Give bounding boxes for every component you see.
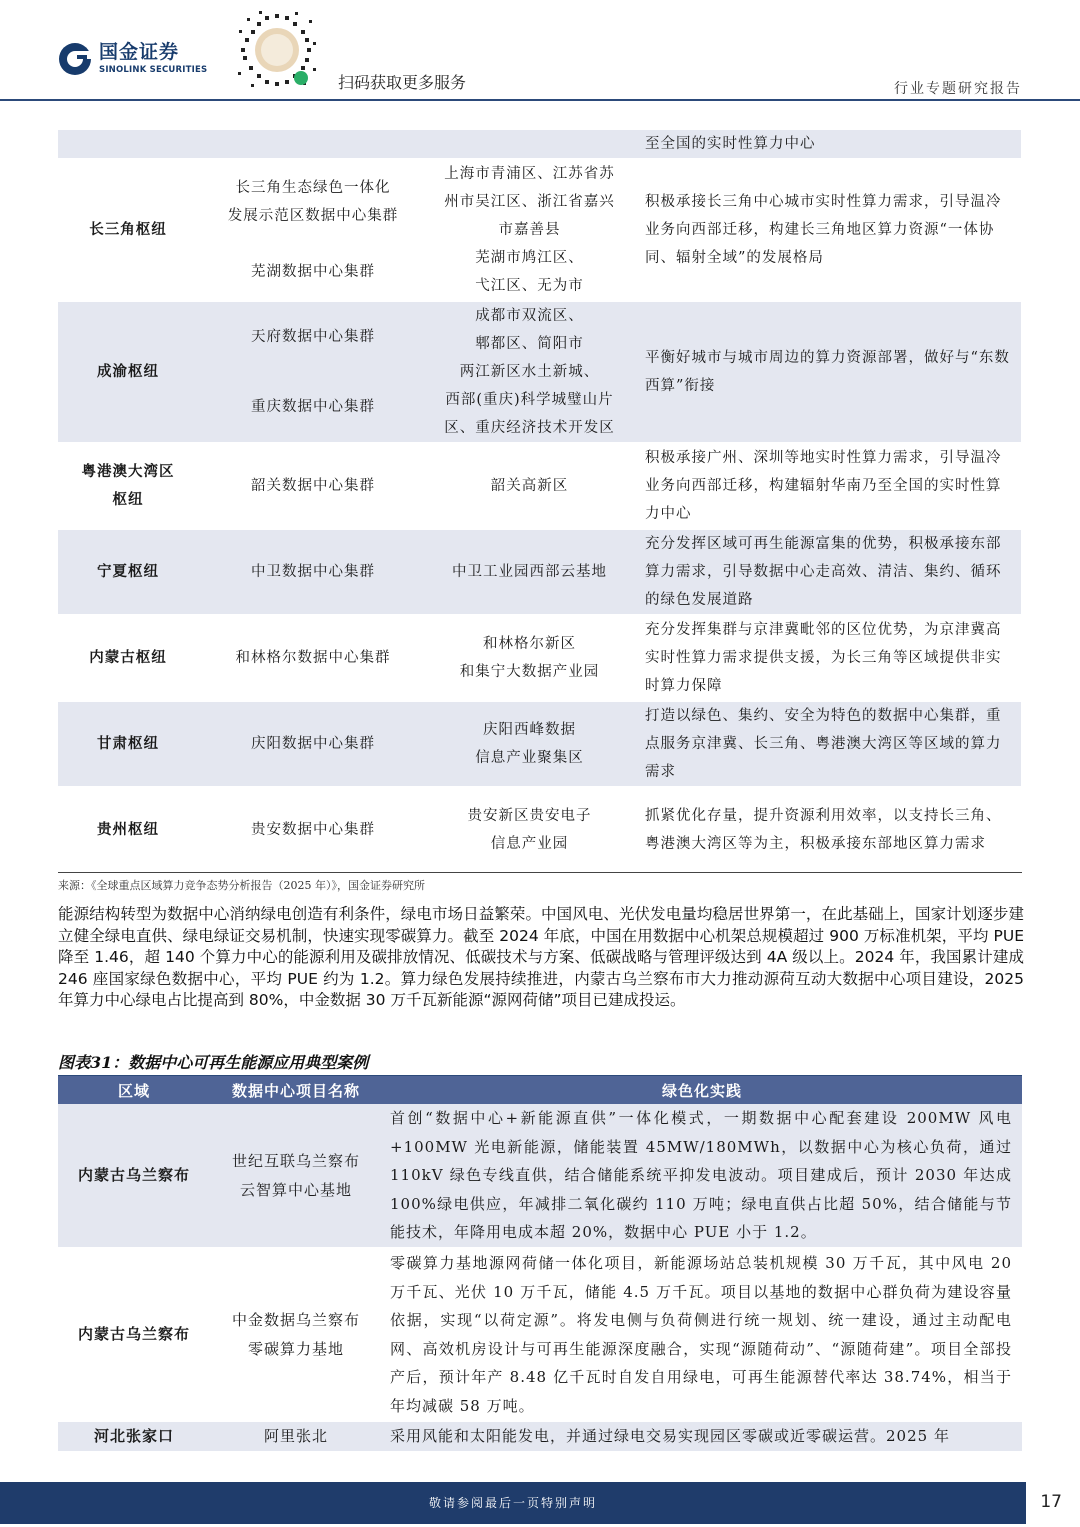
- table-row: [58, 443, 1021, 529]
- project-name: 零碳算力基地: [247, 1339, 344, 1358]
- region-name: 内蒙古乌兰察布: [58, 1248, 210, 1421]
- area-name: 贵安新区贵安电子: [467, 807, 592, 824]
- hub-description: 打造以绿色、集约、安全为特色的数据中心集群，重点服务京津冀、长三角、粤港澳大湾区等区域的算力需求: [631, 701, 1021, 787]
- cluster-name: 庆阳数据中心集群: [198, 701, 428, 787]
- hub-description: 平衡好城市与城市周边的算力资源部署，做好与“东数西算”衔接: [631, 301, 1021, 443]
- hub-table: [58, 130, 1021, 873]
- cluster-cell: [198, 301, 428, 443]
- area-name: 韶关高新区: [428, 443, 631, 529]
- column-header: 区域: [58, 1076, 210, 1104]
- logo-chinese-name: 国金证券: [99, 41, 180, 64]
- area-name: 庆阳西峰数据: [483, 722, 576, 738]
- qr-code-icon[interactable]: [235, 8, 319, 92]
- table-row: [58, 787, 1021, 872]
- area-name: 成都市双流区、: [475, 308, 584, 324]
- renewable-cases-table: [58, 1076, 1022, 1453]
- hub-name: 宁夏枢纽: [58, 529, 198, 615]
- area-name: 州市吴江区、浙江省嘉兴: [444, 194, 615, 210]
- area-name: 信息产业园: [490, 835, 569, 852]
- cluster-name: 长三角生态绿色一体化: [235, 180, 391, 196]
- green-practice: 首创“数据中心+新能源直供”一体化模式，一期数据中心配套建设 200MW 风电+100MW 光电新能源，储能装置 45MW/180MWh，以数据中心为核心负荷，通过 110kV 绿色专线直供，结合储能系统平抑发电波动。项目建成后，预计 2030 年达成 100%绿电供应，年减排二氧化碳约 110 万吨；绿电直供占比超 50%，结合储能与节能技术，年降用电成本超 20%，数据中心 PUE 小于 1.2。: [382, 1104, 1022, 1248]
- hub-name: 内蒙古枢纽: [58, 615, 198, 701]
- cluster-name: 和林格尔数据中心集群: [198, 615, 428, 701]
- report-type-label: 行业专题研究报告: [894, 81, 1022, 97]
- area-name: 芜湖市鸠江区、: [475, 250, 584, 266]
- company-logo: [58, 42, 207, 76]
- project-cell: [210, 1248, 382, 1421]
- area-name: 西部(重庆)科学城璧山片: [445, 392, 614, 408]
- table-row: [58, 159, 1021, 301]
- area-name: 区、重庆经济技术开发区: [444, 420, 615, 436]
- region-name: 河北张家口: [58, 1421, 210, 1452]
- logo-english-name: SINOLINK SECURITIES: [99, 65, 208, 76]
- project-cell: [210, 1104, 382, 1248]
- area-name: 弋江区、无为市: [475, 278, 584, 294]
- body-paragraph: 能源结构转型为数据中心消纳绿电创造有利条件，绿电市场日益繁荣。中国风电、光伏发电量均稳居世界第一，在此基础上，国家计划逐步建立健全绿电直供、绿电绿证交易机制，快速实现零碳算力。截至 2024 年底，中国在用数据中心机架总规模超过 900 万标准机架，平均 PUE 降至 1.46，超 140 个算力中心的能源利用及碳排放情况、低碳技术与方案、低碳战略与管理评级达到 4A 级以上。2024 年，我国累计建成 246 座国家绿色数据中心，平均 PUE 约为 1.2。算力绿色发展持续推进，内蒙古乌兰察布市大力推动源荷互动大数据中心项目建设，2025 年算力中心绿电占比提高到 80%，中金数据 30 万千瓦新能源“源网荷储”项目已建成投运。: [58, 905, 1024, 1010]
- figure-title: 图表31：数据中心可再生能源应用典型案例: [58, 1050, 1022, 1077]
- green-practice: 零碳算力基地源网荷储一体化项目，新能源场站总装机规模 30 万千瓦，其中风电 20 万千瓦、光伏 10 万千瓦，储能 4.5 万千瓦。项目以基地的数据中心群负荷为建设容量依据，实现“以荷定源”。将发电侧与负荷侧进行统一规划、统一建设，通过主动配电网、高效机房设计与可再生能源深度融合，实现“源随荷动”、“源随荷建”。项目全部投产后，预计年产 8.48 亿千瓦时自发自用绿电，可再生能源替代率达 38.74%，相当于年均减碳 58 万吨。: [382, 1248, 1022, 1421]
- area-name: 中卫工业园西部云基地: [428, 529, 631, 615]
- table-row: [58, 1421, 1022, 1452]
- table-row: [58, 130, 1021, 159]
- hub-name: 成渝枢纽: [58, 301, 198, 443]
- area-name: 和集宁大数据产业园: [459, 664, 600, 680]
- region-name: 内蒙古乌兰察布: [58, 1104, 210, 1248]
- cluster-name: 贵安数据中心集群: [198, 787, 428, 872]
- hub-name: [58, 443, 198, 529]
- table-header-row: [58, 1076, 1022, 1104]
- hub-description: 充分发挥集群与京津冀毗邻的区位优势，为京津冀高实时性算力需求提供支援，为长三角等区域提供非实时算力保障: [631, 615, 1021, 701]
- row-description: 至全国的实时性算力中心: [631, 130, 1021, 159]
- cluster-name: 天府数据中心集群: [251, 329, 375, 345]
- scan-qr-text: 扫码获取更多服务: [338, 73, 467, 92]
- table-row: [58, 1104, 1022, 1248]
- cluster-name: 重庆数据中心集群: [251, 399, 375, 415]
- cluster-name: 芜湖数据中心集群: [251, 264, 375, 280]
- area-cell: [428, 301, 631, 443]
- cluster-name: 韶关数据中心集群: [198, 443, 428, 529]
- project-name: 阿里张北: [210, 1421, 382, 1452]
- area-cell: [428, 701, 631, 787]
- hub-name-line: 粤港澳大湾区: [81, 463, 175, 480]
- area-name: 和林格尔新区: [483, 636, 576, 652]
- project-name: 世纪互联乌兰察布: [231, 1152, 360, 1170]
- project-name: 云智算中心基地: [239, 1180, 352, 1199]
- table-row: [58, 301, 1021, 443]
- table-row: [58, 1248, 1022, 1421]
- area-name: 两江新区水土新城、: [459, 364, 600, 380]
- page-header: [0, 0, 1080, 100]
- header-divider: [0, 99, 1080, 101]
- column-header: 绿色化实践: [382, 1076, 1022, 1104]
- table-row: [58, 701, 1021, 787]
- hub-description: 积极承接广州、深圳等地实时性算力需求，引导温冷业务向西部迁移，构建辐射华南乃至全国的实时性算力中心: [631, 443, 1021, 529]
- hub-description: 充分发挥区域可再生能源富集的优势，积极承接东部算力需求，引导数据中心走高效、清洁、集约、循环的绿色发展道路: [631, 529, 1021, 615]
- cluster-cell: [198, 159, 428, 301]
- cluster-name: 发展示范区数据中心集群: [227, 208, 399, 224]
- area-cell: [428, 615, 631, 701]
- footer-disclaimer: 敬请参阅最后一页特别声明: [428, 1496, 597, 1510]
- area-name: 市嘉善县: [498, 222, 561, 238]
- area-name: 上海市青浦区、江苏省苏: [444, 166, 615, 182]
- area-cell: [428, 159, 631, 301]
- hub-name: 长三角枢纽: [58, 159, 198, 301]
- area-name: 信息产业聚集区: [475, 750, 584, 766]
- hub-name: 甘肃枢纽: [58, 701, 198, 787]
- table-row: [58, 529, 1021, 615]
- source-note: 来源：《全球重点区域算力竞争态势分析报告（2025 年）》，国金证券研究所: [58, 872, 1022, 893]
- sinolink-logo-icon: [58, 42, 92, 76]
- page-number: 17: [1040, 1492, 1062, 1512]
- hub-name: 贵州枢纽: [58, 787, 198, 872]
- column-header: 数据中心项目名称: [210, 1076, 382, 1104]
- hub-name-line: 枢纽: [112, 491, 144, 508]
- hub-description: 抓紧优化存量，提升资源利用效率，以支持长三角、粤港澳大湾区等为主，积极承接东部地区算力需求: [631, 787, 1021, 872]
- table-row: [58, 615, 1021, 701]
- project-name: 中金数据乌兰察布: [231, 1311, 360, 1329]
- green-practice: 采用风能和太阳能发电，并通过绿电交易实现园区零碳或近零碳运营。2025 年: [382, 1421, 1022, 1452]
- area-cell: [428, 787, 631, 872]
- hub-description: 积极承接长三角中心城市实时性算力需求，引导温冷业务向西部迁移，构建长三角地区算力资源“一体协同、辐射全域”的发展格局: [631, 159, 1021, 301]
- cluster-name: 中卫数据中心集群: [198, 529, 428, 615]
- area-name: 郫都区、简阳市: [475, 336, 584, 352]
